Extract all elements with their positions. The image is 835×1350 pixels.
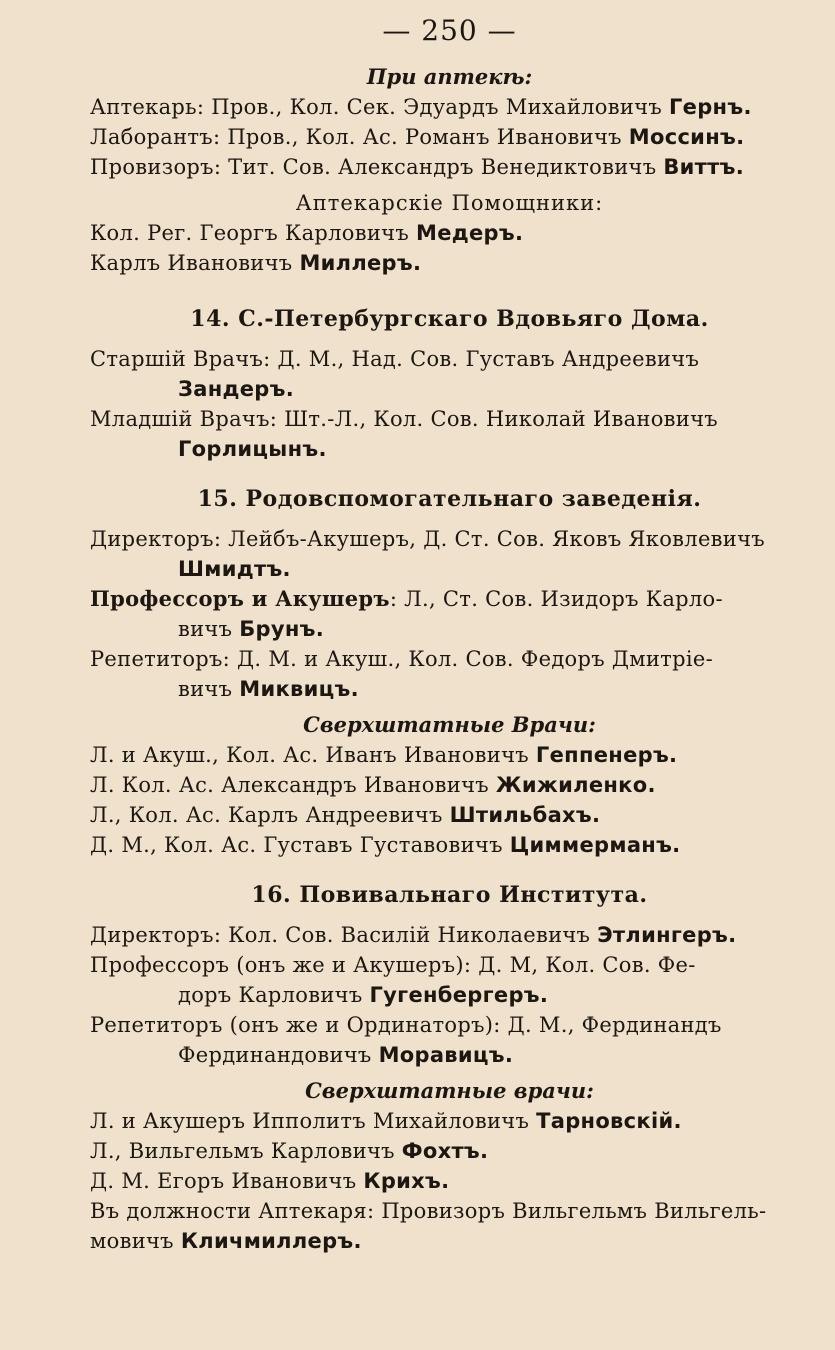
s16-line-2: Профессоръ (онъ же и Акушеръ): Д. М, Кол. Сов. Фе- xyxy=(90,953,696,977)
person-name: Гернъ. xyxy=(669,95,752,119)
s15-extra-1: Л. и Акуш., Кол. Ас. Иванъ Ивановичъ Геппенеръ. xyxy=(90,743,678,767)
s15-extra-heading: Сверхштатные Врачи: xyxy=(303,712,596,737)
section-15-heading: 15. Родовспомогательнаго заведенія. xyxy=(197,486,702,512)
s15-line-3-cont: вичъ Миквицъ. xyxy=(178,677,359,701)
person-name: Миквицъ. xyxy=(239,677,359,701)
pharmacy-line-1: Аптекарь: Пров., Кол. Сек. Эдуардъ Михайловичъ Гернъ. xyxy=(90,95,752,119)
person-name: Горлицынъ. xyxy=(178,437,327,461)
person-name: Геппенеръ. xyxy=(535,743,678,767)
s16-line-3: Репетиторъ (онъ же и Ординаторъ): Д. М., Фердинандъ xyxy=(90,1013,722,1037)
s16-line-1: Директоръ: Кол. Сов. Василій Николаевичъ Этлингеръ. xyxy=(90,923,737,947)
s16-line-2-cont: доръ Карловичъ Гугенбергеръ. xyxy=(178,983,549,1007)
person-name: Медеръ. xyxy=(416,221,524,245)
s16-line-3-cont: Фердинандовичъ Моравицъ. xyxy=(178,1043,514,1067)
assistant-line-2: Карлъ Ивановичъ Миллеръ. xyxy=(90,251,422,275)
s15-line-1: Директоръ: Лейбъ-Акушеръ, Д. Ст. Сов. Яковъ Яковлевичъ xyxy=(90,527,765,551)
person-name: Брунъ. xyxy=(239,617,325,641)
person-name: Шмидтъ. xyxy=(178,557,291,581)
pharmacy-line-3: Провизоръ: Тит. Сов. Александръ Венедиктовичъ Виттъ. xyxy=(90,155,744,179)
s14-line-2-cont xyxy=(90,434,809,464)
s14-line-1: Старшій Врачъ: Д. М., Над. Сов. Густавъ Андреевичъ xyxy=(90,347,700,371)
person-name: Жижиленко. xyxy=(495,773,656,797)
person-name: Моравицъ. xyxy=(378,1043,514,1067)
person-name: Моссинъ. xyxy=(628,125,745,149)
s15-line-3: Репетиторъ: Д. М. и Акуш., Кол. Сов. Федоръ Дмитріе- xyxy=(90,647,713,671)
section-16-heading: 16. Повивальнаго Института. xyxy=(251,882,648,908)
person-name: Кличмиллеръ. xyxy=(180,1229,362,1253)
section-14-heading: 14. С.-Петербургскаго Вдовьяго Дома. xyxy=(190,306,709,332)
person-name: Гугенбергеръ. xyxy=(369,983,549,1007)
s15-line-2: Профессоръ и Акушеръ: Л., Ст. Сов. Изидоръ Карло- xyxy=(90,586,723,611)
person-name: Виттъ. xyxy=(663,155,744,179)
pharmacy-line-2: Лаборантъ: Пров., Кол. Ас. Романъ Ивановичъ Моссинъ. xyxy=(90,125,745,149)
s15-extra-2: Л. Кол. Ас. Александръ Ивановичъ Жижиленко. xyxy=(90,773,656,797)
s15-extra-4: Д. М., Кол. Ас. Густавъ Густавовичъ Циммерманъ. xyxy=(90,833,681,857)
assistants-heading: Аптекарскіе Помощники: xyxy=(295,191,604,215)
page-number: — 250 — xyxy=(382,14,517,47)
person-name: Циммерманъ. xyxy=(509,833,681,857)
s16-extra-3: Д. М. Егоръ Ивановичъ Крихъ. xyxy=(90,1169,450,1193)
person-name: Крихъ. xyxy=(363,1169,450,1193)
s14-line-1-cont xyxy=(90,374,809,404)
person-name: Зандеръ. xyxy=(178,377,294,401)
s16-extra-1: Л. и Акушеръ Ипполитъ Михайловичъ Тарновскій. xyxy=(90,1109,682,1133)
s15-line-2-cont: вичъ Брунъ. xyxy=(178,617,325,641)
s15-line-1-cont xyxy=(90,554,809,584)
person-name: Миллеръ. xyxy=(299,251,422,275)
s16-extra-heading: Сверхштатные врачи: xyxy=(305,1078,594,1103)
s16-extra-2: Л., Вильгельмъ Карловичъ Фохтъ. xyxy=(90,1139,489,1163)
person-name: Этлингеръ. xyxy=(597,923,737,947)
assistant-line-1: Кол. Рег. Георгъ Карловичъ Медеръ. xyxy=(90,221,524,245)
s16-line-4-cont: мовичъ Кличмиллеръ. xyxy=(90,1229,362,1253)
pharmacy-heading: При аптекѣ: xyxy=(366,64,533,89)
person-name: Штильбахъ. xyxy=(449,803,601,827)
s14-line-2: Младшій Врачъ: Шт.-Л., Кол. Сов. Николай Ивановичъ xyxy=(90,407,718,431)
s16-line-4: Въ должности Аптекаря: Провизоръ Вильгельмъ Вильгель- xyxy=(90,1199,767,1223)
s15-extra-3: Л., Кол. Ас. Карлъ Андреевичъ Штильбахъ. xyxy=(90,803,601,827)
person-name: Тарновскій. xyxy=(536,1109,682,1133)
person-name: Фохтъ. xyxy=(401,1139,489,1163)
